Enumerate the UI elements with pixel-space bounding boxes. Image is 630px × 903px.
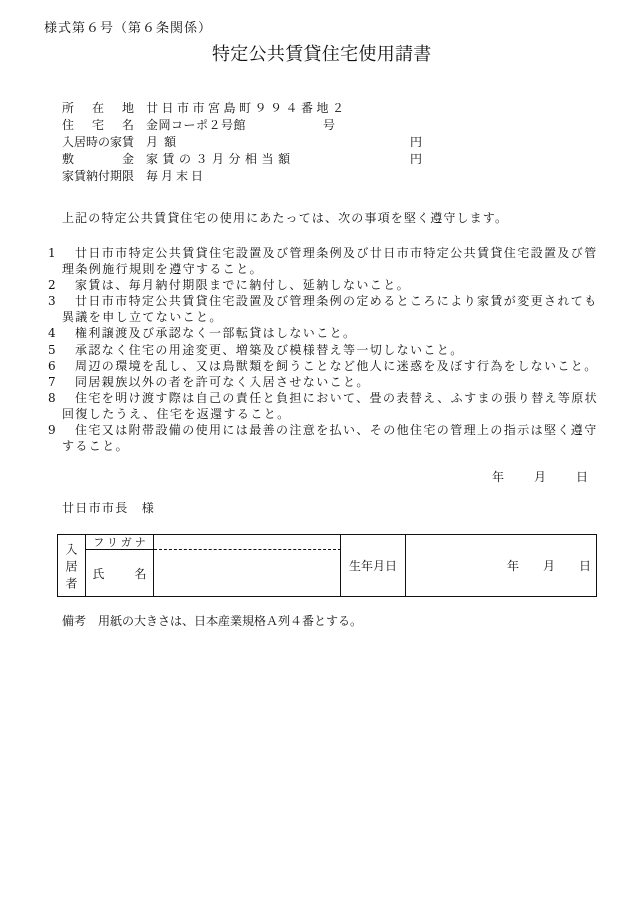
rent-row (62, 134, 442, 151)
pledge-item (48, 390, 600, 422)
pledge-number: 2 (48, 278, 56, 293)
deposit-value: 家賃の３月分相当額 (146, 152, 295, 166)
pledge-intro: 上記の特定公共賃貸住宅の使用にあたっては、次の事項を堅く遵守します。 (62, 211, 509, 225)
name-label: 氏 名 (86, 550, 154, 596)
pledge-text: 承認なく住宅の用途変更、増築及び模様替え等一切しないこと。 (75, 342, 464, 357)
pledge-number: 1 (48, 246, 56, 260)
pledge-text: 住宅を明け渡す際は自己の責任と負担において、畳の表替え、ふすまの張り替え等原状回復したうえ、住宅を返還すること。 (62, 390, 599, 421)
name-entry-cell (154, 550, 341, 596)
pledge-item (48, 374, 600, 390)
pledge-number: 3 (48, 294, 56, 309)
pledge-number: 8 (48, 390, 56, 405)
birthdate-entry: 年 月 日 (506, 559, 591, 573)
location-row (62, 100, 442, 117)
addressee: 廿日市市長 様 (62, 501, 156, 515)
birthdate-label: 生年月日 (341, 535, 406, 596)
footnote: 備考 用紙の大きさは、日本産業規格Ａ列４番とする。 (62, 614, 363, 628)
deposit-row (62, 151, 442, 168)
property-info (62, 100, 442, 185)
pledge-item (48, 325, 600, 341)
due-row (62, 168, 442, 185)
pledge-number: 6 (48, 358, 56, 373)
document-title: 特定公共賃貸住宅使用請書 (212, 44, 432, 65)
furigana-label: フリガナ (86, 535, 154, 550)
rent-unit: 円 (410, 135, 423, 149)
due-value: 毎月末日 (146, 169, 207, 183)
pledge-text: 同居親族以外の者を許可なく入居させないこと。 (75, 374, 370, 389)
date-line: 年 月 日 (492, 470, 591, 484)
location-value: 廿日市市宮島町９９４番地２ (146, 101, 348, 115)
furigana-entry-cell (154, 535, 341, 550)
pledge-number: 5 (48, 342, 56, 357)
tenant-group-label-cell (58, 535, 86, 596)
pledge-item (48, 277, 600, 293)
pledge-number: 9 (48, 423, 56, 438)
pledge-item (48, 245, 600, 277)
rent-value: 月額 (146, 135, 183, 149)
pledge-number: 4 (48, 326, 56, 341)
pledge-item (48, 293, 600, 325)
location-label: 所 在 地 (62, 101, 138, 115)
pledge-text: 廿日市市特定公共賃貸住宅設置及び管理条例及び廿日市市特定公共賃貸住宅設置及び管理条例施行規則を遵守すること。 (62, 246, 598, 277)
pledge-text: 住宅又は附帯設備の使用には最善の注意を払い、その他住宅の管理上の指示は堅く遵守すること。 (62, 423, 598, 454)
room-number-suffix: 号 (323, 118, 336, 132)
pledge-item (48, 358, 600, 374)
housing-name-label: 住 宅 名 (62, 118, 138, 132)
pledge-text: 権利譲渡及び承認なく一部転貸はしないこと。 (75, 326, 357, 341)
form-number: 様式第６号（第６条関係） (44, 21, 213, 36)
due-label: 家賃納付期限 (62, 169, 135, 183)
pledge-list (48, 245, 600, 454)
pledge-text: 周辺の環境を乱し、又は鳥獣類を飼うことなど他人に迷惑を及ぼす行為をしないこと。 (75, 358, 598, 373)
tenant-table (57, 534, 597, 597)
rent-label: 入居時の家賃 (62, 135, 135, 149)
pledge-text: 家賃は、毎月納付期限までに納付し、延納しないこと。 (75, 278, 411, 293)
housing-name-row (62, 117, 442, 134)
deposit-label: 敷 金 (62, 152, 138, 166)
tenant-group-label: 入居者 (64, 542, 78, 594)
pledge-item (48, 422, 600, 454)
pledge-text: 廿日市市特定公共賃貸住宅設置及び管理条例の定めるところにより家賃が変更されても異議を申し立てないこと。 (62, 294, 598, 325)
pledge-item (48, 342, 600, 358)
deposit-unit: 円 (410, 152, 423, 166)
housing-name-value: 金岡コーポ２号館 (146, 118, 247, 132)
pledge-number: 7 (48, 374, 56, 389)
